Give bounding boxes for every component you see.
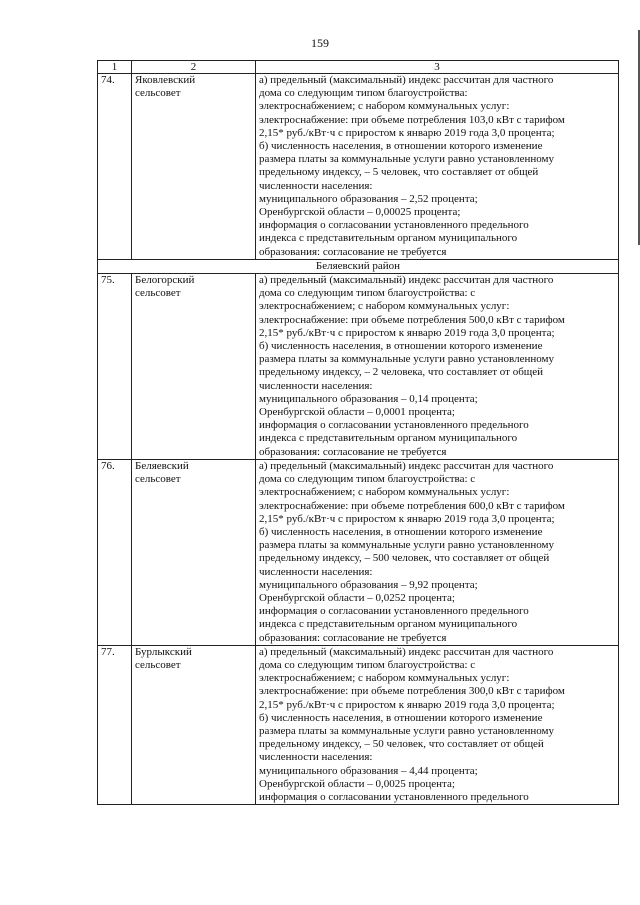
description-line: муниципального образования – 0,14 процента; xyxy=(259,392,478,405)
description-line: информация о согласовании установленного предельного xyxy=(259,790,529,803)
municipality-name xyxy=(132,274,256,460)
description-line: численности населения: xyxy=(259,179,373,192)
description-line: 2,15* руб./кВт·ч с приростом к январю 2019 года 3,0 процента; xyxy=(259,698,555,711)
description-line: размера платы за коммунальные услуги равно установленному xyxy=(259,153,554,166)
description-line: предельному индексу, – 5 человек, что составляет от общей xyxy=(259,166,539,179)
description-line: численности населения: xyxy=(259,379,373,392)
municipality-name xyxy=(132,645,256,804)
municipality-name-line: Белогорский xyxy=(135,274,195,287)
description-line: электроснабжение: при объеме потребления 300,0 кВт с тарифом xyxy=(259,685,565,698)
description-line: электроснабжение: при объеме потребления 500,0 кВт с тарифом xyxy=(259,313,565,326)
description-line: индекса с представительным органом муниципального xyxy=(259,432,518,445)
description-line: размера платы за коммунальные услуги равно установленному xyxy=(259,353,554,366)
description-line: б) численность населения, в отношении которого изменение xyxy=(259,340,543,353)
description-line: 2,15* руб./кВт·ч с приростом к январю 2019 года 3,0 процента; xyxy=(259,326,555,339)
description-line: 2,15* руб./кВт·ч с приростом к январю 2019 года 3,0 процента; xyxy=(259,512,555,525)
description-line: электроснабжением; с набором коммунальных услуг: xyxy=(259,672,510,685)
description-line: образования: согласование не требуется xyxy=(259,631,447,644)
description-line: дома со следующим типом благоустройства: с xyxy=(259,287,476,300)
description-line: численности населения: xyxy=(259,751,373,764)
description-line: дома со следующим типом благоустройства: xyxy=(259,87,468,100)
table-row xyxy=(98,74,619,260)
table-row-74 xyxy=(98,74,619,260)
description-line: образования: согласование не требуется xyxy=(259,445,447,458)
municipality-name-line: сельсовет xyxy=(135,287,181,300)
municipality-name xyxy=(132,74,256,260)
description-line: численности населения: xyxy=(259,565,373,578)
row-number: 74. xyxy=(98,74,132,260)
municipality-name-line: Яковлевский xyxy=(135,74,196,86)
row-number: 75. xyxy=(98,274,132,460)
row-number: 77. xyxy=(98,645,132,804)
description-line: информация о согласовании установленного предельного xyxy=(259,219,529,232)
description-line: а) предельный (максимальный) индекс рассчитан для частного xyxy=(259,274,554,287)
description-line: электроснабжение: при объеме потребления 600,0 кВт с тарифом xyxy=(259,499,565,512)
description-line: Оренбургской области – 0,0252 процента; xyxy=(259,591,455,604)
municipal-index-table xyxy=(97,60,619,805)
description-line: индекса с представительным органом муниципального xyxy=(259,232,518,245)
description-line: б) численность населения, в отношении которого изменение xyxy=(259,140,543,153)
region-title: Беляевский район xyxy=(98,259,619,273)
description-line: информация о согласовании установленного предельного xyxy=(259,419,529,432)
description-line: индекса с представительным органом муниципального xyxy=(259,618,518,631)
description-line: электроснабжение: при объеме потребления 103,0 кВт с тарифом xyxy=(259,113,565,126)
municipality-name-line: Бурлыкский xyxy=(135,645,192,658)
description-line: электроснабжением; с набором коммунальных услуг: xyxy=(259,486,510,499)
header-col-2: 2 xyxy=(132,61,256,74)
description-line: электроснабжением; с набором коммунальных услуг: xyxy=(259,300,510,313)
description-line: информация о согласовании установленного предельного xyxy=(259,605,529,618)
index-description xyxy=(256,645,619,804)
description-line: б) численность населения, в отношении которого изменение xyxy=(259,711,543,724)
description-line: дома со следующим типом благоустройства: с xyxy=(259,473,476,486)
header-col-3: 3 xyxy=(256,61,619,74)
table-rows-rest xyxy=(98,274,619,805)
description-line: муниципального образования – 4,44 процента; xyxy=(259,764,478,777)
header-col-1: 1 xyxy=(98,61,132,74)
description-line: предельному индексу, – 50 человек, что составляет от общей xyxy=(259,738,544,751)
description-line: размера платы за коммунальные услуги равно установленному xyxy=(259,724,554,737)
description-line: предельному индексу, – 500 человек, что составляет от общей xyxy=(259,552,550,565)
index-description xyxy=(256,459,619,645)
description-line: Оренбургской области – 0,0025 процента; xyxy=(259,777,455,790)
description-line: б) численность населения, в отношении которого изменение xyxy=(259,525,543,538)
municipality-name-line: Беляевский xyxy=(135,459,189,472)
municipality-name xyxy=(132,459,256,645)
table-row xyxy=(98,274,619,460)
description-line: а) предельный (максимальный) индекс рассчитан для частного xyxy=(259,645,554,658)
page-number: 159 xyxy=(311,36,329,50)
row-number: 76. xyxy=(98,459,132,645)
index-description xyxy=(256,274,619,460)
description-line: Оренбургской области – 0,0001 процента; xyxy=(259,406,455,419)
description-line: электроснабжением; с набором коммунальных услуг: xyxy=(259,100,510,113)
table-header-row xyxy=(98,61,619,74)
description-line: дома со следующим типом благоустройства: с xyxy=(259,658,476,671)
description-line: 2,15* руб./кВт·ч с приростом к январю 2019 года 3,0 процента; xyxy=(259,126,555,139)
description-line: а) предельный (максимальный) индекс рассчитан для частного xyxy=(259,459,554,472)
description-line: а) предельный (максимальный) индекс рассчитан для частного xyxy=(259,74,554,86)
description-line: предельному индексу, – 2 человека, что составляет от общей xyxy=(259,366,544,379)
description-line: муниципального образования – 9,92 процента; xyxy=(259,578,478,591)
description-line: муниципального образования – 2,52 процента; xyxy=(259,192,478,205)
municipality-name-line: сельсовет xyxy=(135,658,181,671)
table-row xyxy=(98,459,619,645)
description-line: образования: согласование не требуется xyxy=(259,245,447,258)
municipality-name-line: сельсовет xyxy=(135,87,181,100)
municipality-name-line: сельсовет xyxy=(135,473,181,486)
region-row xyxy=(98,259,619,273)
description-line: размера платы за коммунальные услуги равно установленному xyxy=(259,539,554,552)
description-line: Оренбургской области – 0,00025 процента; xyxy=(259,206,461,219)
index-description xyxy=(256,74,619,260)
table-row xyxy=(98,645,619,804)
